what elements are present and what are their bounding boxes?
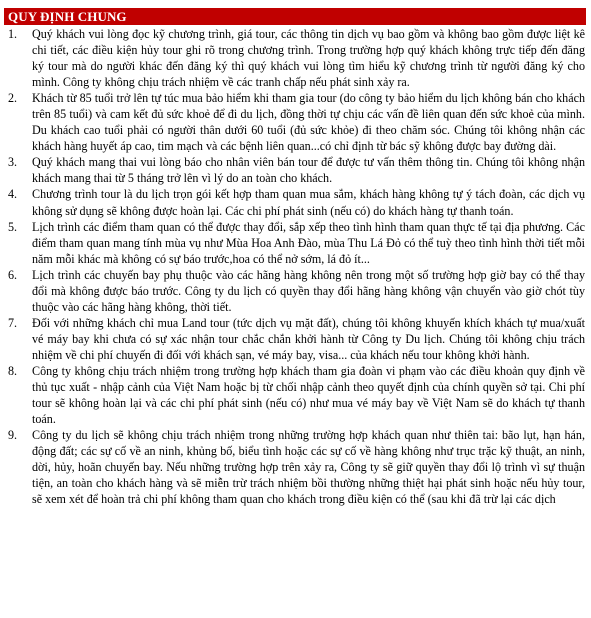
term-number: 1. — [8, 27, 18, 41]
term-number: 9. — [8, 428, 18, 443]
term-text: Quý khách mang thai vui lòng báo cho nhân viên bán tour để được tư vấn thêm thông tin. Chúng tôi không nhận khách mang thai từ 5 tháng trở lên vì lý do an toàn cho khách. — [32, 155, 585, 186]
term-number: 8. — [8, 363, 18, 378]
term-number: 3. — [8, 155, 18, 170]
term-text: Công ty du lịch sẽ không chịu trách nhiệm trong những trường hợp khách quan như thiên tai: bão lụt, hạn hán, động đất; các sự cố về an ninh, khủng bố, biểu tình hoặc các sự cố về hàng không như trục trặc kỹ thuật, an ninh, dời, hủy, hoãn chuyến bay. Nếu những trường hợp trên xảy ra, Công ty sẽ giữ quyền thay đổi lộ trình vì sự thuận tiện, an toàn cho khách hàng và sẽ miễn trừ trách nhiệm bồi thường những thiệt hại phát sinh hoặc nếu hủy tour, sẽ xem xét để hoàn trả chi phí không tham quan cho khách trong điều kiện có thể (sau khi đã trừ lại các dịch — [32, 428, 585, 507]
term-item-7 — [6, 315, 585, 363]
term-item-2 — [6, 90, 585, 154]
term-item-8 — [6, 363, 585, 427]
term-number: 5. — [8, 219, 18, 234]
term-number: 6. — [8, 267, 18, 282]
term-text: Khách từ 85 tuổi trở lên tự túc mua bảo hiểm khi tham gia tour (do công ty bảo hiểm du lịch không bán cho khách trên 85 tuổi) và cam kết đủ sức khoẻ để đi du lịch, đồng thời tự chịu các vấn đề liên quan đến sức khoẻ của mình. Du khách cao tuổi phải có người thân dưới 60 tuổi (đủ sức khỏe) đi theo chăm sóc. Chúng tôi không nhận các khách hàng huyết áp cao, tim mạch và các bệnh liên quan...có chỉ định từ bác sỹ không được bay đường dài. — [32, 91, 585, 154]
terms-list — [6, 26, 585, 507]
term-item-4 — [6, 186, 585, 218]
term-number: 7. — [8, 315, 18, 330]
term-text: Công ty không chịu trách nhiệm trong trường hợp khách tham gia đoàn vi phạm vào các điều khoản quy định về thủ tục xuất - nhập cảnh của Việt Nam hoặc bị từ chối nhập cảnh theo quyết định của chính quyền sở tại. Chi phí tour sẽ không hoàn lại và các chi phí phát sinh (nếu có) như mua vé máy bay về Việt Nam sẽ do khách tự thanh toán. — [32, 363, 585, 427]
term-number: 2. — [8, 91, 18, 106]
term-text: Quý khách vui lòng đọc kỹ chương trình, giá tour, các thông tin dịch vụ bao gồm và không bao gồm được liệt kê chi tiết, các điều kiện hủy tour ghi rõ trong chương trình. Trong trường hợp quý khách không trực tiếp đến đăng ký tour mà do người khác đến đăng ký thì quý khách vui lòng tìm hiểu kỹ chương trình từ người đăng ký cho mình. Công ty không chịu trách nhiệm về các tranh chấp nếu phát sinh xảy ra. — [32, 27, 585, 90]
term-text: Chương trình tour là du lịch trọn gói kết hợp tham quan mua sắm, khách hàng không tự ý tách đoàn, các dịch vụ không sử dụng sẽ không được hoàn lại. Các chi phí phát sinh (nếu có) do khách hàng tự thanh toán. — [32, 187, 585, 218]
term-item-9 — [6, 427, 585, 507]
term-item-3 — [6, 154, 585, 186]
term-text: Đối với những khách chỉ mua Land tour (tức dịch vụ mặt đất), chúng tôi không khuyến khích khách tự mua/xuất vé máy bay khi chưa có sự xác nhận tour chắc chắn khởi hành từ Công ty Du lịch. Chúng tôi không chịu trách nhiệm về chi phí chuyến đi đối với khách sạn, vé máy bay, visa... của khách nếu tour không khởi hành. — [32, 315, 585, 362]
term-item-5 — [6, 219, 585, 267]
section-title: QUY ĐỊNH CHUNG — [4, 8, 586, 25]
term-text: Lịch trình các điểm tham quan có thể được thay đổi, sắp xếp theo tình hình tham quan thực tế tại địa phương. Các điểm tham quan mang tính mùa vụ như Mùa Hoa Anh Đào, mùa Thu Lá Đỏ có thể tuỳ theo tình hình thời tiết mỗi năm mỗi khác mà không có sự báo trước,hoa có thể nở sớm, lá đỏ ít... — [32, 219, 585, 266]
term-number: 4. — [8, 187, 18, 202]
term-item-6 — [6, 267, 585, 315]
term-item-1 — [6, 26, 585, 90]
term-text: Lịch trình các chuyến bay phụ thuộc vào các hãng hàng không nên trong một số trường hợp giờ bay có thể thay đổi mà không được báo trước. Công ty du lịch có quyền thay đổi hãng hàng không vận chuyển vào giờ chót tùy thuộc vào các hãng hàng không, thời tiết. — [32, 267, 585, 314]
